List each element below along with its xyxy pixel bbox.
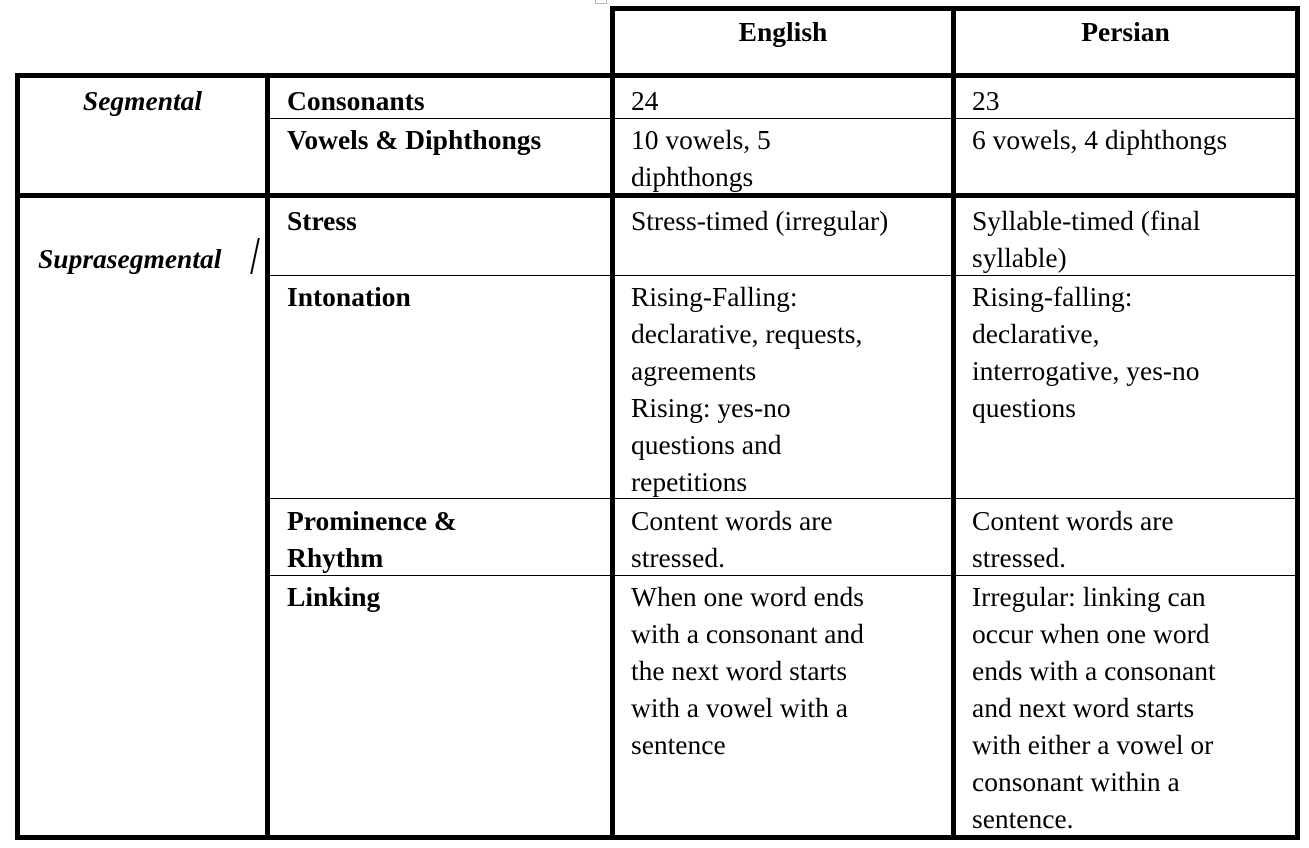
text-line: stressed. (972, 542, 1066, 573)
persian-consonants: 23 (972, 85, 1000, 116)
group-suprasegmental: Suprasegmental (38, 243, 222, 274)
table-border (265, 73, 270, 840)
table-move-handle[interactable] (595, 0, 607, 4)
english-prominence-rhythm (631, 502, 833, 576)
text-line: Rising-Falling: (631, 281, 798, 312)
text-line: Syllable-timed (final (972, 205, 1201, 236)
text-line: sentence. (972, 803, 1074, 834)
text-line: diphthongs (631, 161, 754, 192)
text-line: ends with a consonant (972, 655, 1216, 686)
text-line: consonant within a (972, 766, 1180, 797)
group-segmental: Segmental (82, 85, 203, 116)
text-line: Rising-falling: (972, 281, 1133, 312)
text-line: sentence (631, 729, 726, 760)
persian-linking (972, 578, 1216, 837)
persian-stress (972, 202, 1200, 276)
persian-intonation (972, 278, 1200, 426)
table-border (610, 6, 615, 840)
english-linking (631, 578, 864, 763)
text-line: Content words are (972, 505, 1174, 536)
feature-intonation: Intonation (287, 281, 411, 312)
text-line: repetitions (631, 466, 748, 497)
text-line: questions and (631, 429, 782, 460)
text-line: Stress-timed (irregular) (631, 205, 889, 236)
feature-prominence-rhythm (287, 502, 457, 576)
persian-vowels-diphthongs (972, 121, 1227, 158)
feature-consonants: Consonants (287, 85, 425, 116)
text-line: declarative, requests, (631, 318, 863, 349)
text-cursor (250, 238, 260, 274)
english-intonation (631, 278, 862, 500)
text-line: with either a vowel or (972, 729, 1214, 760)
table-border (951, 6, 956, 840)
text-line: the next word starts (631, 655, 848, 686)
table-border (15, 73, 1300, 78)
text-line: with a vowel with a (631, 692, 848, 723)
text-line: 10 vowels, 5 (631, 124, 771, 155)
text-line: questions (972, 392, 1076, 423)
text-line: Prominence & (287, 505, 457, 536)
text-line: syllable) (972, 242, 1067, 273)
text-line: declarative, (972, 318, 1100, 349)
english-stress (631, 202, 888, 239)
feature-stress: Stress (287, 205, 357, 236)
persian-prominence-rhythm (972, 502, 1174, 576)
text-line: 6 vowels, 4 diphthongs (972, 124, 1228, 155)
header-english: English (738, 16, 828, 47)
english-consonants: 24 (631, 85, 659, 116)
header-persian: Persian (1081, 16, 1170, 47)
text-line: with a consonant and (631, 618, 864, 649)
text-line: stressed. (631, 542, 725, 573)
text-line: Rhythm (287, 542, 384, 573)
text-line: Rising: yes-no (631, 392, 791, 423)
table-border (1295, 6, 1300, 840)
feature-linking: Linking (287, 581, 381, 612)
text-line: and next word starts (972, 692, 1195, 723)
text-line: interrogative, yes-no (972, 355, 1200, 386)
feature-vowels-diphthongs: Vowels & Diphthongs (287, 124, 542, 155)
table-border (15, 73, 20, 840)
text-line: occur when one word (972, 618, 1210, 649)
text-line: agreements (631, 355, 757, 386)
text-line: When one word ends (631, 581, 864, 612)
english-vowels-diphthongs (631, 121, 771, 195)
text-line: Content words are (631, 505, 833, 536)
text-line: Irregular: linking can (972, 581, 1206, 612)
